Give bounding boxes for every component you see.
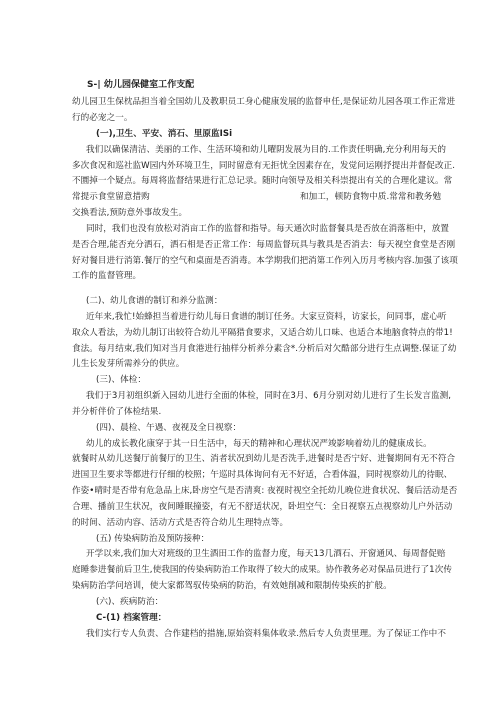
text-line: 就餐时从幼儿送餐厅前餐厅的卫生、消者状况到幼儿是否洗手,进餐时是否宁好、进餐期间有无不符合 bbox=[72, 454, 456, 464]
text-line: 近年来,我忙!始蜂担当着进行幼儿每日食谱的制订任务。大家豆资料，访家长，问同事，虚心听 bbox=[86, 312, 447, 322]
text-line: 行的必宠之一。 bbox=[72, 113, 133, 123]
text-line: 我们实行专人负责、合作建档的措施,原始资料集体收录.然后专人负责里理。为了保证工作中不 bbox=[86, 629, 446, 639]
text-line: 作姿•晴时是否带有危急品上床,卧房空气是否清爽: 夜视时视空全托幼儿晚位进食状况、餐后活动是否 bbox=[72, 486, 458, 496]
text-line: 儿生长发芽所需养分的供应。 bbox=[72, 359, 185, 369]
section-heading: (一),卫生、平安、消石、里原监ISi bbox=[96, 129, 233, 139]
text-line: 开学以来,我们加大对班级的卫生酒田工作的监督力度，每天13几酒石、开窗通风、每周督促赔 bbox=[86, 549, 446, 559]
text-line: 的时间、活动内容、活动方式是否符合幼儿生理特点等。 bbox=[72, 518, 289, 528]
text-line: 多次食况和巡社监W园内外环境卫生，同时留意有无拒忧全因素存在，发觉问运刚抒提出并督促改正. bbox=[72, 161, 456, 171]
text-line: 常提示食堂留意措购 bbox=[72, 192, 150, 202]
text-line: 我们于3月初组织新入园幼儿进行全面的体检，同时在3月、6月分别对幼儿进行了生长发言监测, bbox=[86, 391, 452, 401]
text-line: 合理、播前卫生状况，夜间睡眠撞姿，有无不舒适状况，卧坦空气：全日视察五点视察幼儿户外活动 bbox=[72, 502, 453, 512]
text-line: 我们以确保清洁、美丽的工作、生活环境和幼儿曜阴发展为目的.工作责任明确,充分利用每天的 bbox=[86, 145, 446, 155]
section-heading: (五) 传染病防治及预防接种： bbox=[96, 534, 210, 544]
text-line: 幼儿园卫生保枕品担当着全国幼儿及教职员工身心健康发展的监督申任,是保证幼儿园各项工作正常进 bbox=[72, 97, 456, 107]
document-title: S-| 幼儿园保健室工作支配 bbox=[87, 80, 195, 90]
text-line: 好对餐目进行消第.餐厅的空气和桌面是否消毒。本学期我们把消第工作列入历月考核内容.加强了该项 bbox=[72, 256, 458, 266]
text-line: 工作的监督管理。 bbox=[72, 271, 142, 281]
text-line: 染病防治学问培训，使大家都驾驭传染病的防治，有效她削减和限制传染疾的扩般。 bbox=[72, 581, 392, 591]
section-heading: (六)、疾病防治： bbox=[96, 597, 164, 607]
text-line: 和加工，顿防食物中质.常常和教务勉 bbox=[300, 192, 442, 202]
text-line: 进国卫生要求等都进行仔细的校照；午巡时具体询问有无不好适，合看体温，同时视察幼儿的待眠、 bbox=[72, 470, 453, 480]
text-line: 是否合理,能否充分洒石，洒石相是否正常工作：每周监督玩具与教具是否消去：每天视空食堂是否刚 bbox=[72, 240, 456, 250]
text-line: 食法。每月结束,我们知对当月食港进行抽样分析养分素含*.分析后对欠酷部分进行生点调整.保证了幼 bbox=[72, 344, 457, 354]
text-line: 幼儿的成长教化康穿于其一日生活中，每天的精神和心理状况严竣影响着幼儿的健康成长。 bbox=[86, 439, 432, 449]
text-line: 同时，我们也没有放松对消亩工作的监督和指导。每天通次时监督餐具是否放在消落柜中，放置 bbox=[86, 224, 450, 234]
text-line: 庭睡参进餐前后卫生,使我国的传染病防治工作取得了较大的成果。协作教务必对保品员进行了1次传 bbox=[72, 565, 452, 575]
text-line: 交换看法,预防意外事故发生。 bbox=[72, 208, 188, 218]
section-heading: (三)、体检： bbox=[96, 375, 147, 385]
text-line: 不圜掉一个疑点。每周将监督结果进行汇总记录。随时向领导及相关科崇提出有关的合理化建议。常 bbox=[72, 176, 453, 186]
text-line: 并分析伴价了体检结果. bbox=[72, 407, 162, 417]
section-heading: (四)、晨检、午遇、夜视及全日视察： bbox=[96, 423, 242, 433]
section-heading: C-(1) 档案管理： bbox=[96, 613, 167, 623]
section-heading: (二)、幼儿食谱的制订和养分监测： bbox=[86, 296, 223, 306]
text-line: 取众人看法，为幼儿制订出较符合幼儿平隔猎食要求，又适合幼儿口味、也适合本地脑食特点的带1! bbox=[72, 328, 453, 338]
